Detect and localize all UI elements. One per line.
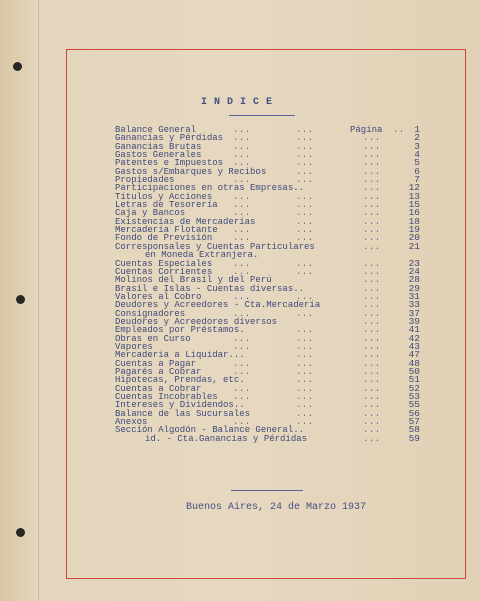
punch-hole [13,62,22,71]
leader-dots: ... [233,175,251,186]
page-number: 33 [408,299,420,311]
leader-dots: ... [363,166,381,177]
page-number: 41 [408,324,420,336]
entry-label: Cuentas Especiales [115,258,213,269]
leader-dots: ... [233,266,251,277]
page-number: 5 [414,157,420,169]
leader-dots: ... [363,392,381,402]
page-number: 19 [408,224,420,236]
leader-dots: ... [296,208,314,219]
page-number: 51 [408,374,420,386]
punch-hole [16,528,25,537]
leader-dots: ... [363,200,381,211]
leader-dots: ... [363,400,381,411]
leader-dots: .. [393,125,405,135]
leader-dots: ... [363,350,381,361]
leader-dots: ... [296,133,314,144]
page-number: 50 [408,365,420,377]
leader-dots: ... [363,433,381,444]
leader-dots: ... [233,150,251,161]
leader-dots: ... [296,191,314,202]
entry-label: Cuentas a Cobrar [115,383,202,394]
page-number: 48 [408,357,420,369]
leader-dots: ... [296,291,314,302]
closing-rule [231,490,303,491]
leader-dots: ... [363,158,381,169]
page-title: INDICE [200,97,279,108]
leader-dots: ... [363,308,381,319]
leader-dots: ... [233,333,251,344]
leader-dots: ... [233,233,251,244]
leader-dots: ... [296,216,314,227]
leader-dots: ... [296,141,314,152]
entry-label: en Moneda Extranjera. [145,250,259,261]
entry-label: Corresponsales y Cuentas Particulares [115,241,315,252]
leader-dots: ... [363,141,381,152]
page-number: 37 [408,307,420,319]
entry-label: Sección Algodón - Balance General.. [115,425,305,436]
leader-dots: ... [296,125,314,135]
leader-dots: ... [296,358,314,369]
page-number: 31 [408,290,420,302]
page-number: 20 [408,232,420,244]
leader-dots: ... [363,208,381,219]
page-number: 28 [408,274,420,286]
entry-label: Títulos y Acciones [115,191,213,202]
page-number: 13 [408,190,420,202]
entry-label: Brasil e Islas - Cuentas diversas.. [115,283,305,294]
leader-dots: ... [296,375,314,386]
entry-label: Existencias de Mercaderías [115,216,256,227]
leader-dots: ... [363,216,381,227]
entry-label: Valores al Cobro [115,291,202,302]
page-number: 18 [408,215,420,227]
entry-label: Deudores y Acreedores diversos [115,316,278,327]
page-number: 16 [408,207,420,219]
entry-label: Cuentas Incobrables [115,392,218,402]
leader-dots: ... [296,392,314,402]
leader-dots: ... [363,283,381,294]
leader-dots: ... [296,200,314,211]
leader-dots: ... [233,133,251,144]
leader-dots: ... [296,366,314,377]
entry-label: Cuentas Corrientes [115,266,213,277]
leader-dots: ... [233,308,251,319]
date-line: Buenos Aires, 24 de Marzo 1937 [186,502,367,513]
page-number: 12 [408,182,420,194]
leader-dots: ... [363,341,381,352]
title-underline [229,115,295,116]
page-number: 52 [408,382,420,394]
page-number: 2 [414,132,420,144]
leader-dots: ... [233,366,251,377]
leader-dots: ... [363,233,381,244]
leader-dots: ... [233,358,251,369]
entry-label: Vapores [115,341,153,352]
leader-dots: ... [363,333,381,344]
entry-label: Gastos Generales [115,150,202,161]
leader-dots: ... [296,325,314,336]
leader-dots: ... [296,400,314,411]
leader-dots: ... [233,125,251,135]
leader-dots: ... [233,392,251,402]
page-number: 23 [408,257,420,269]
leader-dots: ... [296,383,314,394]
page-number: 3 [414,140,420,152]
leader-dots: ... [363,291,381,302]
page-number: 29 [408,282,420,294]
leader-dots: ... [233,341,251,352]
page-number: 6 [414,165,420,177]
page-number: 53 [408,391,420,402]
leader-dots: ... [296,341,314,352]
leader-dots: ... [363,375,381,386]
leader-dots: ... [296,258,314,269]
leader-dots: ... [233,258,251,269]
index-list [115,124,420,444]
entry-label: Ganancias Brutas [115,141,202,152]
entry-label: Mercadería a Liquidar... [115,350,245,361]
leader-dots: ... [296,233,314,244]
leader-dots: ... [296,225,314,236]
entry-label: Empleados por Préstamos. [115,325,245,336]
leader-dots: ... [363,175,381,186]
page-number: 58 [408,424,420,436]
entry-label: Consignadores [115,308,186,319]
entry-label: Molinos del Brasil y del Perú [115,275,272,286]
leader-dots: ... [363,275,381,286]
page-number: 21 [408,240,420,252]
leader-dots: ... [296,166,314,177]
entry-label: id. - Cta.Ganancias y Pérdidas [145,433,308,444]
entry-label: Deudores y Acreedores - Cta.Mercadería [115,300,321,311]
leader-dots: ... [233,208,251,219]
leader-dots: ... [363,266,381,277]
page-number: 55 [408,399,420,411]
leader-dots: ... [296,408,314,419]
pagina-header: Página [350,125,383,135]
page-number: 43 [408,340,420,352]
entry-label: Gastos s/Embarques y Recibos [115,166,267,177]
leader-dots: ... [363,358,381,369]
leader-dots: ... [363,325,381,336]
leader-dots: ... [363,183,381,194]
leader-dots: ... [363,191,381,202]
leader-dots: ... [363,316,381,327]
leader-dots: ... [233,158,251,169]
leader-dots: ... [363,408,381,419]
entry-label: Hipotecas, Prendas, etc. [115,375,245,386]
page-number: 24 [408,265,420,277]
entry-label: Cuentas a Pagar [115,358,197,369]
leader-dots: ... [363,150,381,161]
leader-dots: ... [296,175,314,186]
punch-hole [16,295,25,304]
leader-dots: ... [233,383,251,394]
page-number: 56 [408,407,420,419]
page-number: 47 [408,349,420,361]
page-number: 39 [408,315,420,327]
leader-dots: ... [363,258,381,269]
entry-label: Anexos [115,417,148,428]
leader-dots: ... [363,417,381,428]
paper-fold-line [38,0,39,601]
leader-dots: ... [233,417,251,428]
page-number: 57 [408,416,420,428]
leader-dots: ... [296,308,314,319]
leader-dots: ... [363,425,381,436]
leader-dots: ... [233,191,251,202]
page-number: 1 [414,124,420,135]
leader-dots: ... [363,366,381,377]
page-number: 15 [408,199,420,211]
leader-dots: ... [363,300,381,311]
leader-dots: ... [363,133,381,144]
leader-dots: ... [233,141,251,152]
leader-dots: ... [233,225,251,236]
leader-dots: ... [363,383,381,394]
entry-label: Letras de Tesorería [115,200,218,211]
entry-label: Balance de las Sucursales [115,408,251,419]
page-number: 42 [408,332,420,344]
leader-dots: ... [363,225,381,236]
entry-label: Obras en Curso [115,333,191,344]
entry-label: Balance General [115,125,197,135]
leader-dots: ... [363,241,381,252]
leader-dots: ... [296,266,314,277]
entry-label: Pagarés a Cobrar [115,366,202,377]
entry-label: Participaciones en otras Empresas.. [115,183,305,194]
leader-dots: ... [296,350,314,361]
entry-label: Mercadería Flotante [115,225,218,236]
entry-label: Fondo de Previsión [115,233,213,244]
entry-label: Ganancias y Pérdidas [115,133,224,144]
index-entry [115,432,420,444]
page-number: 7 [414,174,420,186]
page-number: 59 [408,432,420,444]
entry-label: Intereses y Dividendos.. [115,400,245,411]
leader-dots: ... [233,200,251,211]
leader-dots: ... [296,333,314,344]
page-number: 4 [414,149,420,161]
leader-dots: ... [233,291,251,302]
entry-label: Patentes e Impuestos [115,158,224,169]
entry-label: Propiedades [115,175,175,186]
leader-dots: ... [296,417,314,428]
leader-dots: ... [296,158,314,169]
entry-label: Caja y Bancos [115,208,186,219]
leader-dots: ... [296,150,314,161]
